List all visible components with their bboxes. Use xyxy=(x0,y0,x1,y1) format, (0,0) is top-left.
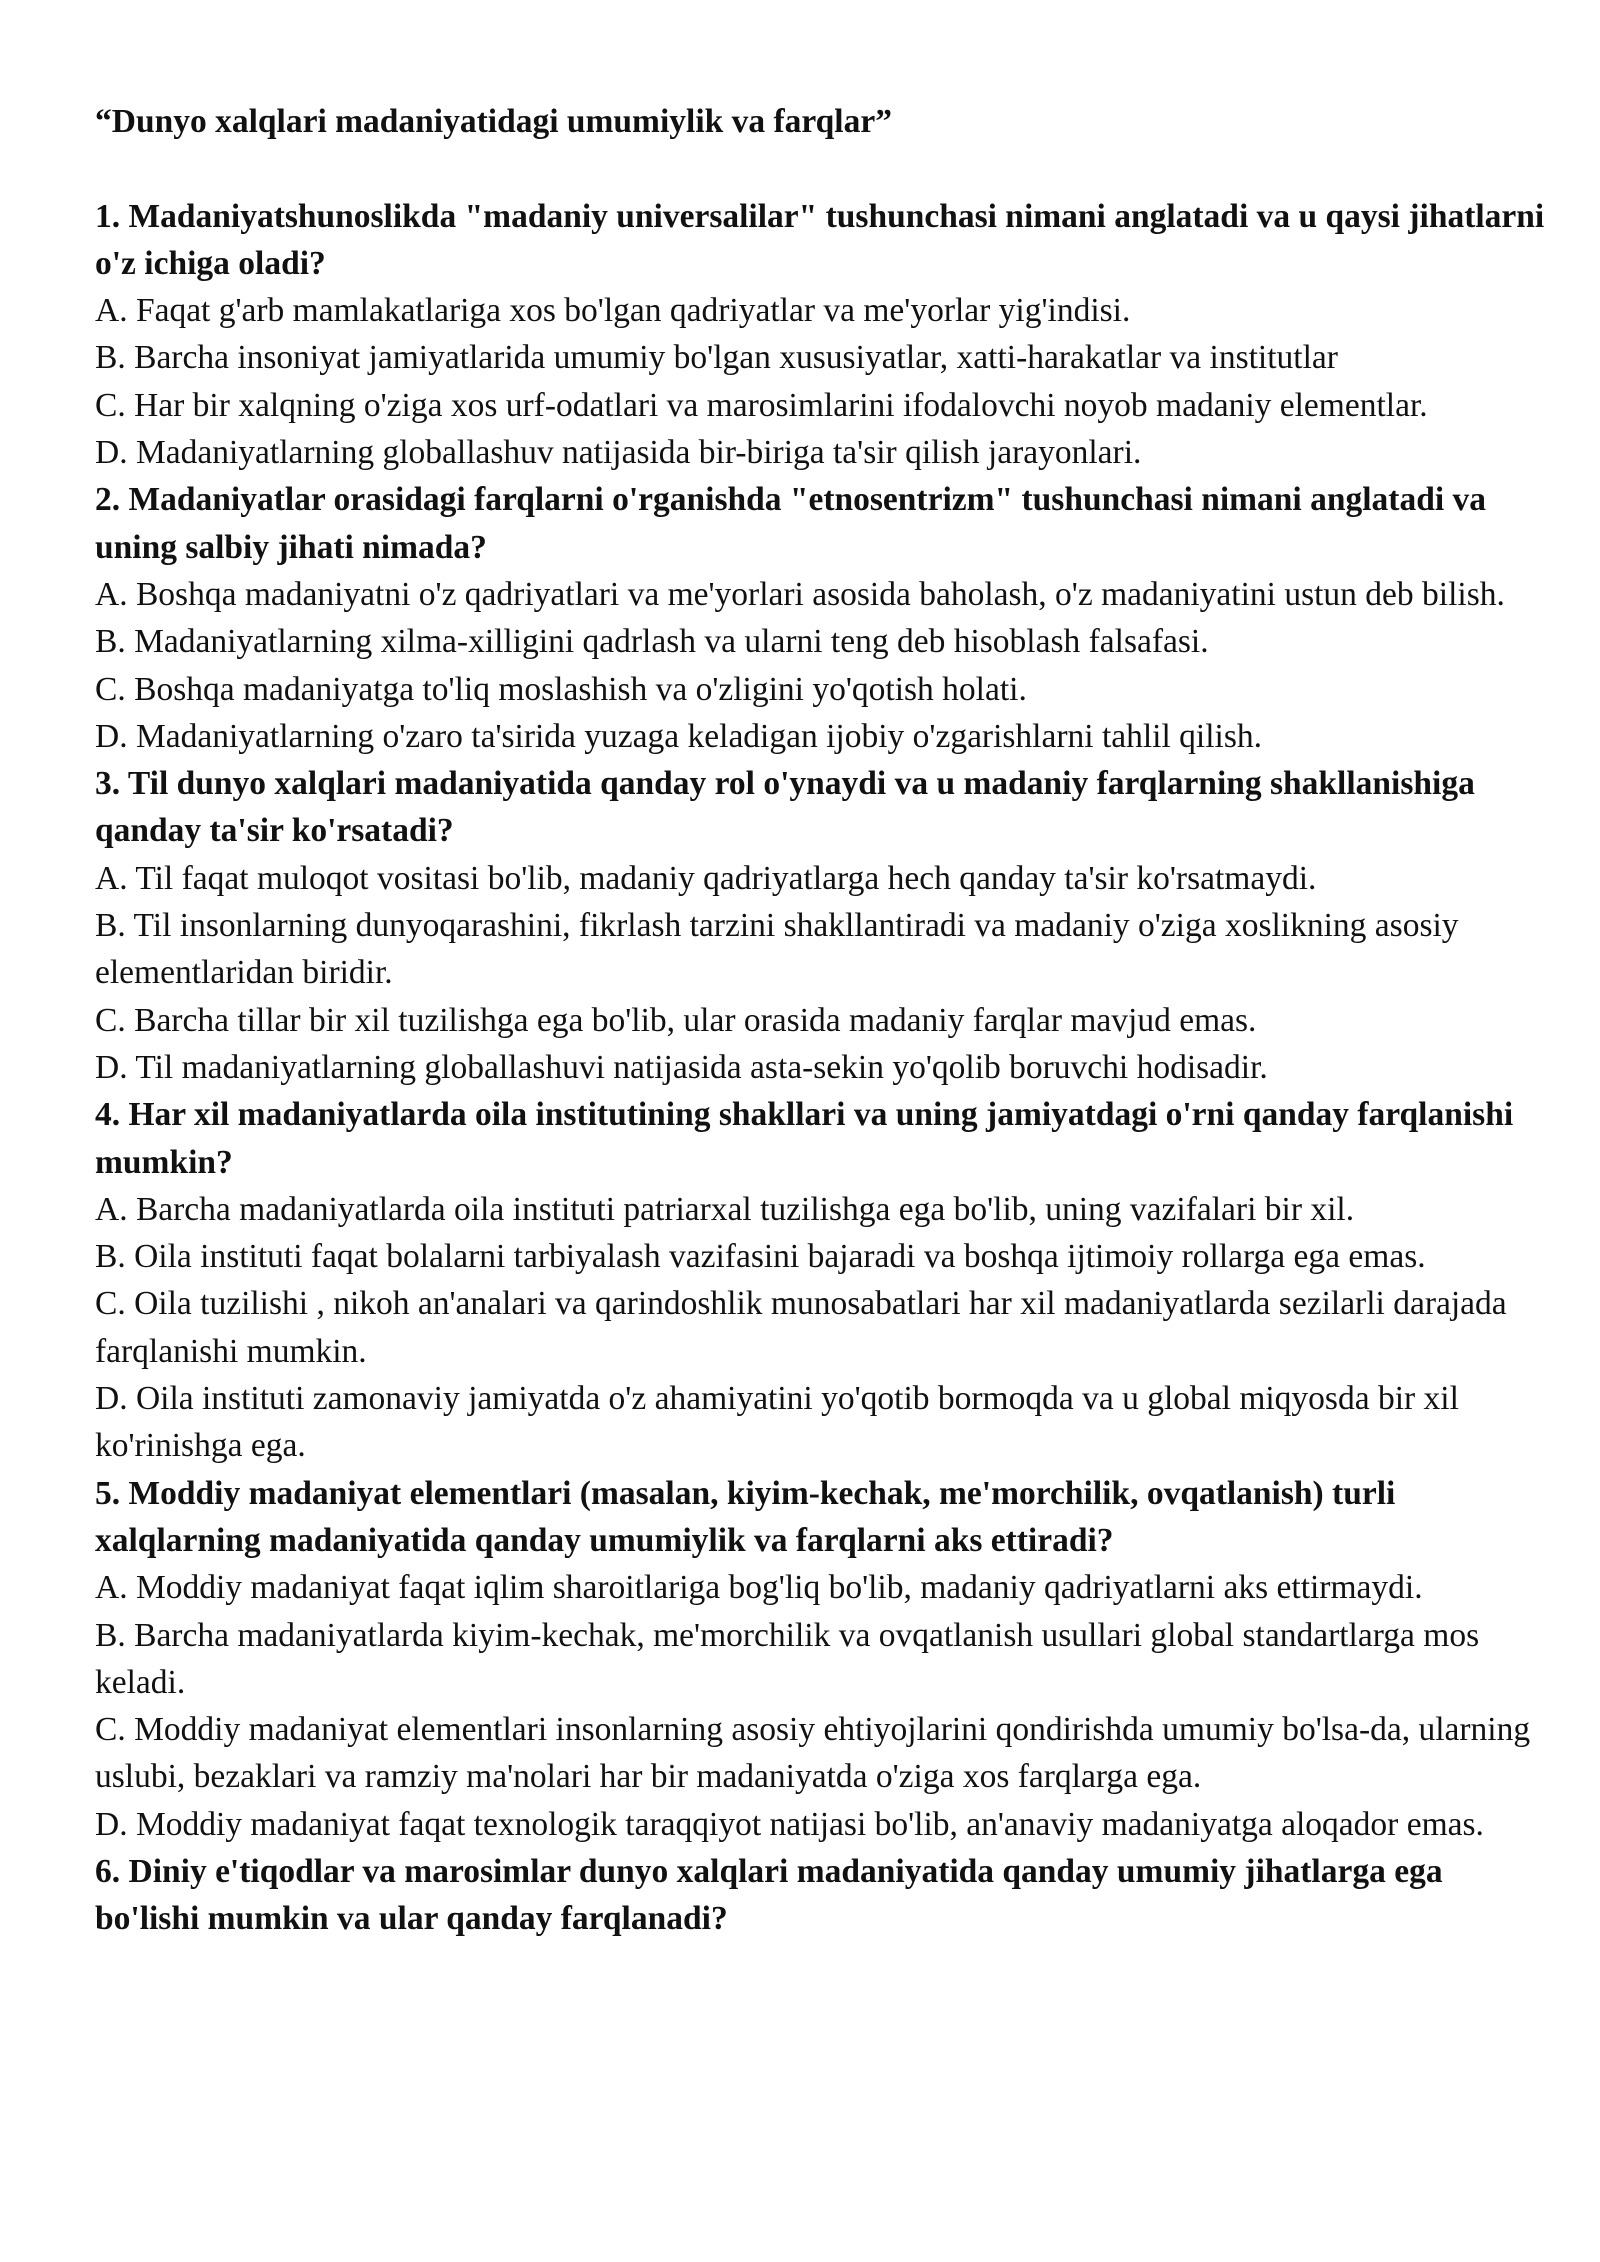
option-c: C. Har bir xalqning o'ziga xos urf-odatlari va marosimlarini ifodalovchi noyob madaniy elementlar. xyxy=(95,386,1428,424)
question-5 xyxy=(95,1470,1545,1848)
option-c: C. Oila tuzilishi , nikoh an'analari va qarindoshlik munosabatlari har xil madaniyatlarda sezilarli darajada farqlanishi mumkin. xyxy=(95,1285,1507,1370)
option-d: D. Oila instituti zamonaviy jamiyatda o'z ahamiyatini yo'qotib bormoqda va u global miqyosda bir xil ko'rinishga ega. xyxy=(95,1380,1459,1465)
option-a: A. Barcha madaniyatlarda oila instituti patriarxal tuzilishga ega bo'lib, uning vazifalari bir xil. xyxy=(95,1190,1355,1228)
document-title: “Dunyo xalqlari madaniyatidagi umumiylik va farqlar” xyxy=(95,103,892,140)
option-a: A. Til faqat muloqot vositasi bo'lib, madaniy qadriyatlarga hech qanday ta'sir ko'rsatmaydi. xyxy=(95,859,1317,897)
option-b: B. Oila instituti faqat bolalarni tarbiyalash vazifasini bajaradi va boshqa ijtimoiy rollarga ega emas. xyxy=(95,1238,1426,1276)
question-text: 6. Diniy e'tiqodlar va marosimlar dunyo xalqlari madaniyatida qanday umumiy jihatlarga ega bo'lishi mumkin va ular qanday farqlanadi? xyxy=(95,1852,1443,1938)
option-d: D. Madaniyatlarning o'zaro ta'sirida yuzaga keladigan ijobiy o'zgarishlarni tahlil qilish. xyxy=(95,717,1263,755)
option-c: C. Barcha tillar bir xil tuzilishga ega bo'lib, ular orasida madaniy farqlar mavjud emas. xyxy=(95,1001,1257,1039)
option-d: D. Til madaniyatlarning globallashuvi natijasida asta-sekin yo'qolib boruvchi hodisadir. xyxy=(95,1048,1268,1086)
option-b: B. Madaniyatlarning xilma-xilligini qadrlash va ularni teng deb hisoblash falsafasi. xyxy=(95,623,1209,661)
option-d: D. Madaniyatlarning globallashuv natijasida bir-biriga ta'sir qilish jarayonlari. xyxy=(95,434,1142,472)
question-text: 5. Moddiy madaniyat elementlari (masalan, kiyim-kechak, me'morchilik, ovqatlanish) turli xalqlarning madaniyatida qanday umumiylik va farqlarni aks ettiradi? xyxy=(95,1474,1396,1559)
question-2 xyxy=(95,476,1545,760)
question-4 xyxy=(95,1091,1545,1469)
question-text: 1. Madaniyatshunoslikda "madaniy universalilar" tushunchasi nimani anglatadi va u qaysi jihatlarni o'z ichiga oladi? xyxy=(95,197,1545,282)
option-c: C. Moddiy madaniyat elementlari insonlarning asosiy ehtiyojlarini qondirishda umumiy bo'lsa-da, ularning uslubi, bezaklari va ramziy ma'nolari har bir madaniyatda o'ziga xos farqlarga ega. xyxy=(95,1711,1531,1796)
option-b: B. Barcha insoniyat jamiyatlarida umumiy bo'lgan xususiyatlar, xatti-harakatlar va institutlar xyxy=(95,339,1338,377)
question-text: 2. Madaniyatlar orasidagi farqlarni o'rganishda "etnosentrizm" tushunchasi nimani anglatadi va uning salbiy jihati nimada? xyxy=(95,481,1487,566)
question-6 xyxy=(95,1848,1545,1943)
question-3 xyxy=(95,760,1545,1091)
option-d: D. Moddiy madaniyat faqat texnologik taraqqiyot natijasi bo'lib, an'anaviy madaniyatga aloqador emas. xyxy=(95,1805,1484,1843)
option-a: A. Boshqa madaniyatni o'z qadriyatlari va me'yorlari asosida baholash, o'z madaniyatini ustun deb bilish. xyxy=(95,575,1505,613)
option-a: A. Faqat g'arb mamlakatlariga xos bo'lgan qadriyatlar va me'yorlar yig'indisi. xyxy=(95,292,1131,330)
question-text: 4. Har xil madaniyatlarda oila institutining shakllari va uning jamiyatdagi o'rni qanday farqlanishi mumkin? xyxy=(95,1096,1514,1181)
option-a: A. Moddiy madaniyat faqat iqlim sharoitlariga bog'liq bo'lib, madaniy qadriyatlarni aks ettirmaydi. xyxy=(95,1569,1423,1607)
question-text: 3. Til dunyo xalqlari madaniyatida qanday rol o'ynaydi va u madaniy farqlarning shakllanishiga qanday ta'sir ko'rsatadi? xyxy=(95,765,1475,850)
option-b: B. Til insonlarning dunyoqarashini, fikrlash tarzini shakllantiradi va madaniy o'ziga xoslikning asosiy elementlaridan biridir. xyxy=(95,907,1459,992)
option-b: B. Barcha madaniyatlarda kiyim-kechak, me'morchilik va ovqatlanish usullari global standartlarga mos keladi. xyxy=(95,1616,1480,1701)
question-1 xyxy=(95,193,1545,477)
document-page xyxy=(95,98,1545,1943)
option-c: C. Boshqa madaniyatga to'liq moslashish va o'zligini yo'qotish holati. xyxy=(95,670,1027,708)
title-spacer xyxy=(95,145,1545,192)
